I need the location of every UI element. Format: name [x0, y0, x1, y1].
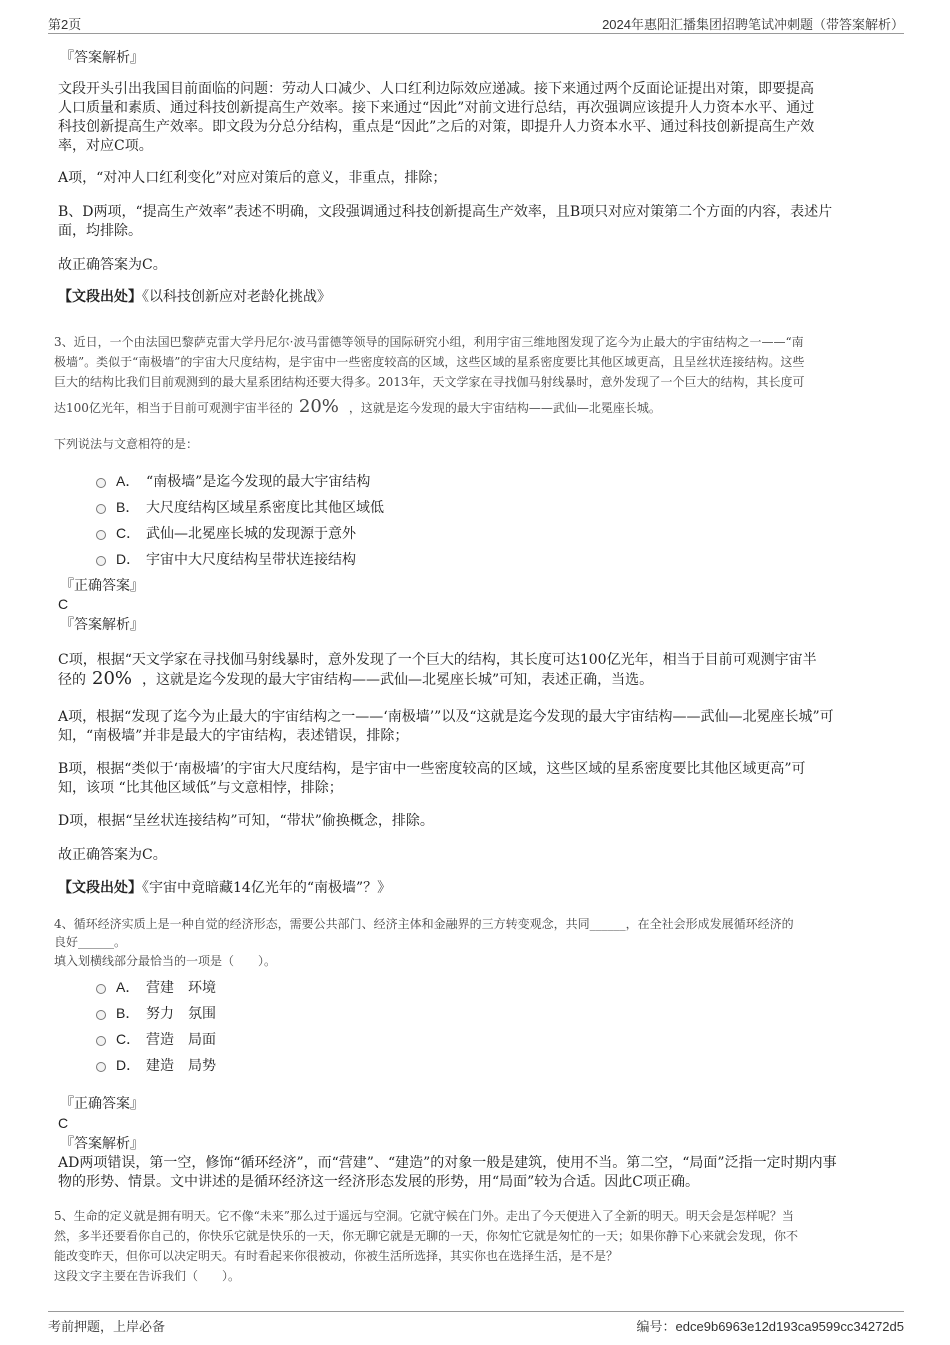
radio-icon[interactable] [96, 1036, 106, 1046]
q2-analysis-label: 『答案解析』 [60, 50, 144, 66]
option-text: 建造 局势 [146, 1058, 216, 1074]
text-line: 文段开头引出我国目前面临的问题：劳动人口减少、人口红利边际效应递减。接下来通过两个反面论证提出对策，即要提高 [58, 81, 814, 97]
text-line: 填入划横线部分最恰当的一项是（ ）。 [54, 954, 277, 968]
text-line: 率，对应C项。 [58, 138, 153, 154]
text-line: 物的形势、情景。文中讲述的是循环经济这一经济形态发展的形势，用“局面”较为合适。因此C项正确。 [58, 1174, 700, 1190]
q4-option-d[interactable] [96, 1055, 216, 1075]
option-key: C． [116, 1031, 141, 1047]
text-line: 巨大的结构比我们目前观测到的最大星系团结构还要大得多。2013年，天文学家在寻找伽马射线暴时，意外发现了一个巨大的结构，其长度可 [54, 375, 805, 389]
option-text: 营建 环境 [146, 980, 216, 996]
source-label: 【文段出处】 [58, 289, 142, 305]
q3-stem [54, 332, 805, 392]
option-key: B． [116, 1005, 140, 1021]
q3-analysis-c-line2 [58, 669, 653, 690]
q3-option-a[interactable] [96, 471, 370, 491]
q3-analysis-a [58, 708, 834, 746]
option-text: 努力 氛围 [146, 1006, 216, 1022]
text-line: 5、生命的定义就是拥有明天。它不像“未来”那么过于遥远与空洞。它就守候在门外。走出了今天便进入了全新的明天。明天会是怎样呢？当 [54, 1209, 794, 1223]
text-line: 知，该项 “比其他区域低”与文意相悖，排除； [58, 780, 343, 796]
q3-option-d[interactable] [96, 549, 356, 569]
q2-conclusion: 故正确答案为C。 [58, 257, 167, 273]
text-line: 能改变昨天，但你可以决定明天。有时看起来你很被动，你被生活所选择，其实你也在选择生活，是不是？ [54, 1249, 619, 1263]
code-value: edce9b6963e12d193ca9599cc34272d5 [675, 1319, 904, 1334]
radio-icon[interactable] [96, 478, 106, 488]
q4-option-a[interactable] [96, 977, 216, 997]
text-line: B、D两项，“提高生产效率”表述不明确，文段强调通过科技创新提高生产效率，且B项只对应对策第二个方面的内容，表述片 [58, 204, 833, 220]
q5-stem [54, 1206, 798, 1286]
q3-prompt: 下列说法与文意相符的是： [54, 437, 199, 451]
q2-analysis-para1 [58, 80, 814, 156]
text-line: 4、循环经济实质上是一种自觉的经济形态，需要公共部门、经济主体和金融界的三方转变观念，共同______，在全社会形成发展循环经济的 [54, 917, 794, 931]
q3-analysis-label: 『答案解析』 [60, 617, 144, 633]
page-number: 第2页 [48, 17, 82, 32]
text-line: AD两项错误，第一空，修饰“循环经济”，而“营建”、“建造”的对象一般是建筑，使用不当。第二空，“局面”泛指一定时期内事 [58, 1155, 837, 1171]
text-line: 3、近日，一个由法国巴黎萨克雷大学丹尼尔·波马雷德等领导的国际研究小组，利用宇宙三维地图发现了迄今为止最大的宇宙结构之一——“南 [54, 335, 804, 349]
option-key: D． [116, 1057, 141, 1073]
q3-correct-label: 『正确答案』 [60, 578, 144, 594]
q4-correct-answer: C [58, 1115, 69, 1131]
option-text: 营造 局面 [146, 1032, 216, 1048]
percent-formula: 20% [92, 668, 133, 689]
source-text: 《以科技创新应对老龄化挑战》 [142, 289, 331, 305]
q3-analysis-b [58, 760, 806, 798]
radio-icon[interactable] [96, 984, 106, 994]
text-line: 然，多半还要看你自己的，你快乐它就是快乐的一天，你无聊它就是无聊的一天，你匆忙它就是匆忙的一天；如果你静下心来就会发现，你不 [54, 1229, 799, 1243]
radio-icon[interactable] [96, 530, 106, 540]
q3-conclusion: 故正确答案为C。 [58, 847, 167, 863]
q2-analysis-para2: A项，“对冲人口红利变化”对应对策后的意义，非重点，排除； [58, 170, 447, 186]
document-title: 2024年惠阳汇播集团招聘笔试冲刺题（带答案解析） [602, 17, 904, 32]
q3-option-c[interactable] [96, 523, 356, 543]
q4-option-b[interactable] [96, 1003, 216, 1023]
source-text: 《宇宙中竟暗藏14亿光年的“南极墙”？》 [142, 880, 392, 896]
option-text: 武仙—北冕座长城的发现源于意外 [146, 526, 356, 542]
q4-stem [54, 914, 794, 972]
header-divider [48, 33, 904, 34]
radio-icon[interactable] [96, 556, 106, 566]
text-segment: ，这就是迄今发现的最大宇宙结构——武仙—北冕座长城”可知，表述正确，当选。 [142, 672, 654, 688]
q4-analysis-label: 『答案解析』 [60, 1136, 144, 1152]
q3-analysis-c-line1: C项，根据“天文学家在寻找伽马射线暴时，意外发现了一个巨大的结构，其长度可达100亿光年，相当于目前可观测宇宙半 [58, 652, 817, 668]
footer-slogan: 考前押题，上岸必备 [48, 1319, 166, 1334]
q4-option-c[interactable] [96, 1029, 216, 1049]
q3-stem-last-line [54, 397, 661, 418]
q3-correct-answer: C [58, 596, 69, 612]
radio-icon[interactable] [96, 1010, 106, 1020]
option-key: C． [116, 525, 141, 541]
text-line: 人口质量和素质、通过科技创新提高生产效率。接下来通过“因此”对前文进行总结，再次强调应该提升人力资本水平、通过 [58, 100, 815, 116]
q4-analysis [58, 1154, 837, 1192]
q3-analysis-d: D项，根据“呈丝状连接结构”可知，“带状”偷换概念，排除。 [58, 813, 434, 829]
text-line: 科技创新提高生产效率。即文段为分总分结构，重点是“因此”之后的对策，即提升人力资本水平、通过科技创新提高生产效 [58, 119, 815, 135]
q4-correct-label: 『正确答案』 [60, 1096, 144, 1112]
text-line: 面，均排除。 [58, 223, 142, 239]
percent-formula: 20% [298, 396, 339, 417]
option-key: D． [116, 551, 141, 567]
q2-analysis-para3 [58, 203, 832, 241]
radio-icon[interactable] [96, 1062, 106, 1072]
option-key: B． [116, 499, 140, 515]
option-key: A． [116, 979, 140, 995]
option-text: 大尺度结构区域星系密度比其他区域低 [146, 500, 384, 516]
option-text: “南极墙”是迄今发现的最大宇宙结构 [146, 474, 371, 490]
option-text: 宇宙中大尺度结构呈带状连接结构 [146, 552, 356, 568]
text-line: 知，“南极墙”并非是最大的宇宙结构，表述错误，排除； [58, 728, 409, 744]
option-key: A． [116, 473, 140, 489]
text-segment: 达100亿光年，相当于目前可观测宇宙半径的 [54, 401, 293, 415]
text-segment: 径的 [58, 672, 86, 688]
text-line: 这段文字主要在告诉我们（ ）。 [54, 1269, 241, 1283]
q2-source [58, 288, 331, 307]
code-label: 编号： [636, 1319, 676, 1334]
footer-divider [48, 1311, 904, 1312]
source-label: 【文段出处】 [58, 880, 142, 896]
text-line: 良好______。 [54, 935, 127, 949]
text-line: B项，根据“类似于‘南极墙’的宇宙大尺度结构，是宇宙中一些密度较高的区域，这些区域的星系密度要比其他区域更高”可 [58, 761, 806, 777]
q3-option-b[interactable] [96, 497, 384, 517]
radio-icon[interactable] [96, 504, 106, 514]
text-line: 极墙”。类似于“南极墙”的宇宙大尺度结构，是宇宙中一些密度较高的区域，这些区域的星系密度要比其他区域更高，且呈丝状连接结构。这些 [54, 355, 805, 369]
q3-source [58, 879, 391, 898]
text-segment: ，这就是迄今发现的最大宇宙结构——武仙—北冕座长城。 [348, 401, 661, 415]
document-code [637, 1316, 904, 1335]
text-line: A项，根据“发现了迄今为止最大的宇宙结构之一——‘南极墙’”以及“这就是迄今发现的最大宇宙结构——武仙—北冕座长城”可 [58, 709, 834, 725]
